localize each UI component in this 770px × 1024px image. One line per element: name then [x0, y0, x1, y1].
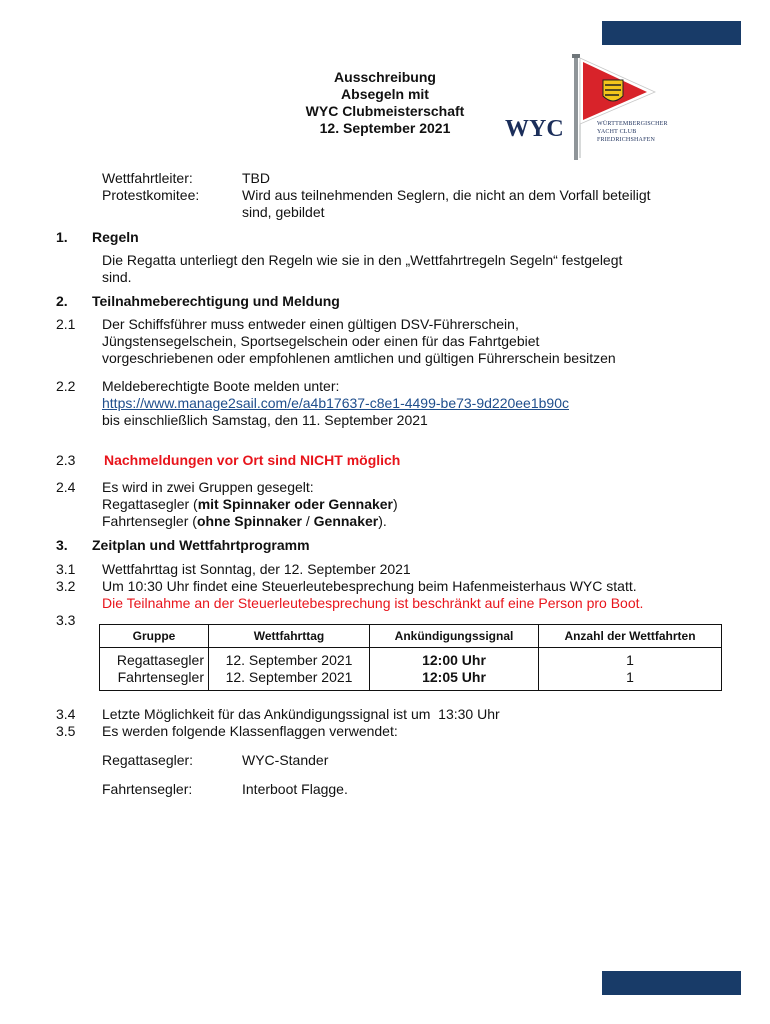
paragraph-number: 2.4 — [56, 479, 76, 495]
text-line: Die Regatta unterliegt den Regeln wie sie in den „Wettfahrtregeln Segeln“ festgelegt — [102, 252, 623, 268]
paragraph-number: 2.2 — [56, 378, 76, 394]
text-line: Jüngstensegelschein, Sportsegelschein oder einen für das Fahrtgebiet — [102, 333, 540, 349]
briefing-restriction: Die Teilnahme an der Steuerleutebesprechung ist beschränkt auf eine Person pro Boot. — [102, 595, 644, 611]
paragraph-text — [102, 316, 722, 367]
paragraph-number: 2.3 — [56, 452, 76, 468]
paragraph-number: 3.1 — [56, 561, 76, 577]
table-cell: Fahrtensegler — [100, 669, 209, 686]
table-header: Wettfahrttag — [209, 625, 370, 648]
document-title — [265, 69, 505, 137]
title-line: Absegeln mit — [341, 86, 429, 102]
club-name-line: WÜRTTEMBERGISCHER — [597, 121, 668, 127]
table-header: Gruppe — [100, 625, 209, 648]
paragraph-text: Letzte Möglichkeit für das Ankündigungssignal ist um 13:30 Uhr — [102, 706, 500, 722]
official-value-line: Wird aus teilnehmenden Seglern, die nicht an dem Vorfall beteiligt — [242, 187, 651, 203]
club-name-line: FRIEDRICHSHAFEN — [597, 137, 656, 143]
text-line: Um 10:30 Uhr findet eine Steuerleutebesprechung beim Hafenmeisterhaus WYC statt. — [102, 578, 637, 594]
flag-label: Regattasegler: — [102, 752, 194, 768]
official-label: Wettfahrtleiter: — [102, 170, 193, 186]
paragraph-text: Wettfahrttag ist Sonntag, der 12. September 2021 — [102, 561, 411, 577]
text-line: vorgeschriebenen oder empfohlenen amtlichen und gültigen Führerschein besitzen — [102, 350, 616, 366]
section-title: Regeln — [92, 229, 139, 245]
section-number: 2. — [56, 293, 68, 309]
logo-club-name — [597, 120, 668, 144]
table-cell: 1 — [539, 669, 722, 686]
bottom-bar — [602, 971, 741, 995]
section-text — [102, 252, 722, 286]
official-value: TBD — [242, 170, 270, 186]
paragraph-number: 3.2 — [56, 578, 76, 594]
top-bar — [602, 21, 741, 45]
text-line: sind. — [102, 269, 132, 285]
section-number: 3. — [56, 537, 68, 553]
club-logo — [505, 52, 668, 162]
title-line: WYC Clubmeisterschaft — [305, 103, 465, 119]
registration-link[interactable]: https://www.manage2sail.com/e/a4b17637-c8e1-4499-be73-9d220ee1b90c — [102, 395, 569, 411]
late-entry-notice: Nachmeldungen vor Ort sind NICHT möglich — [104, 452, 401, 468]
text-line: Meldeberechtigte Boote melden unter: — [102, 378, 340, 394]
flag-label: Fahrtensegler: — [102, 781, 193, 797]
official-value-line: sind, gebildet — [242, 204, 325, 220]
text-line: Der Schiffsführer muss entweder einen gültigen DSV-Führerschein, — [102, 316, 519, 332]
paragraph-text: Es werden folgende Klassenflaggen verwendet: — [102, 723, 398, 739]
section-title: Teilnahmeberechtigung und Meldung — [92, 293, 340, 309]
burgee-icon — [505, 52, 665, 162]
title-line: Ausschreibung — [334, 69, 436, 85]
table-header: Anzahl der Wettfahrten — [539, 625, 722, 648]
logo-wordmark: WYC — [505, 116, 564, 142]
table-row — [100, 652, 722, 669]
section-number: 1. — [56, 229, 68, 245]
text-line: bis einschließlich Samstag, den 11. September 2021 — [102, 412, 428, 428]
table-cell: 12:00 Uhr — [370, 652, 539, 669]
table-cell: 1 — [539, 652, 722, 669]
paragraph-text — [102, 578, 727, 612]
paragraph-number: 2.1 — [56, 316, 76, 332]
section-title: Zeitplan und Wettfahrtprogramm — [92, 537, 310, 553]
table-header-row — [100, 625, 722, 648]
paragraph-number: 3.4 — [56, 706, 76, 722]
group-line: Regattasegler (mit Spinnaker oder Gennaker) — [102, 496, 398, 512]
paragraph-number: 3.3 — [56, 612, 76, 628]
table-cell: 12:05 Uhr — [370, 669, 539, 686]
paragraph-text — [102, 479, 722, 530]
table-cell: 12. September 2021 — [209, 652, 370, 669]
official-label: Protestkomitee: — [102, 187, 200, 203]
table-row — [100, 669, 722, 686]
flag-value: WYC-Stander — [242, 752, 329, 768]
table-header: Ankündigungssignal — [370, 625, 539, 648]
table-cell: 12. September 2021 — [209, 669, 370, 686]
schedule-table — [99, 624, 722, 691]
paragraph-number: 3.5 — [56, 723, 76, 739]
table-cell: Regattasegler — [100, 652, 209, 669]
flag-value: Interboot Flagge. — [242, 781, 348, 797]
official-value — [242, 187, 712, 221]
paragraph-text — [102, 378, 722, 429]
title-line: 12. September 2021 — [319, 120, 451, 136]
club-name-line: YACHT CLUB — [597, 129, 637, 135]
text-line: Es wird in zwei Gruppen gesegelt: — [102, 479, 314, 495]
group-line: Fahrtensegler (ohne Spinnaker / Gennaker). — [102, 513, 387, 529]
